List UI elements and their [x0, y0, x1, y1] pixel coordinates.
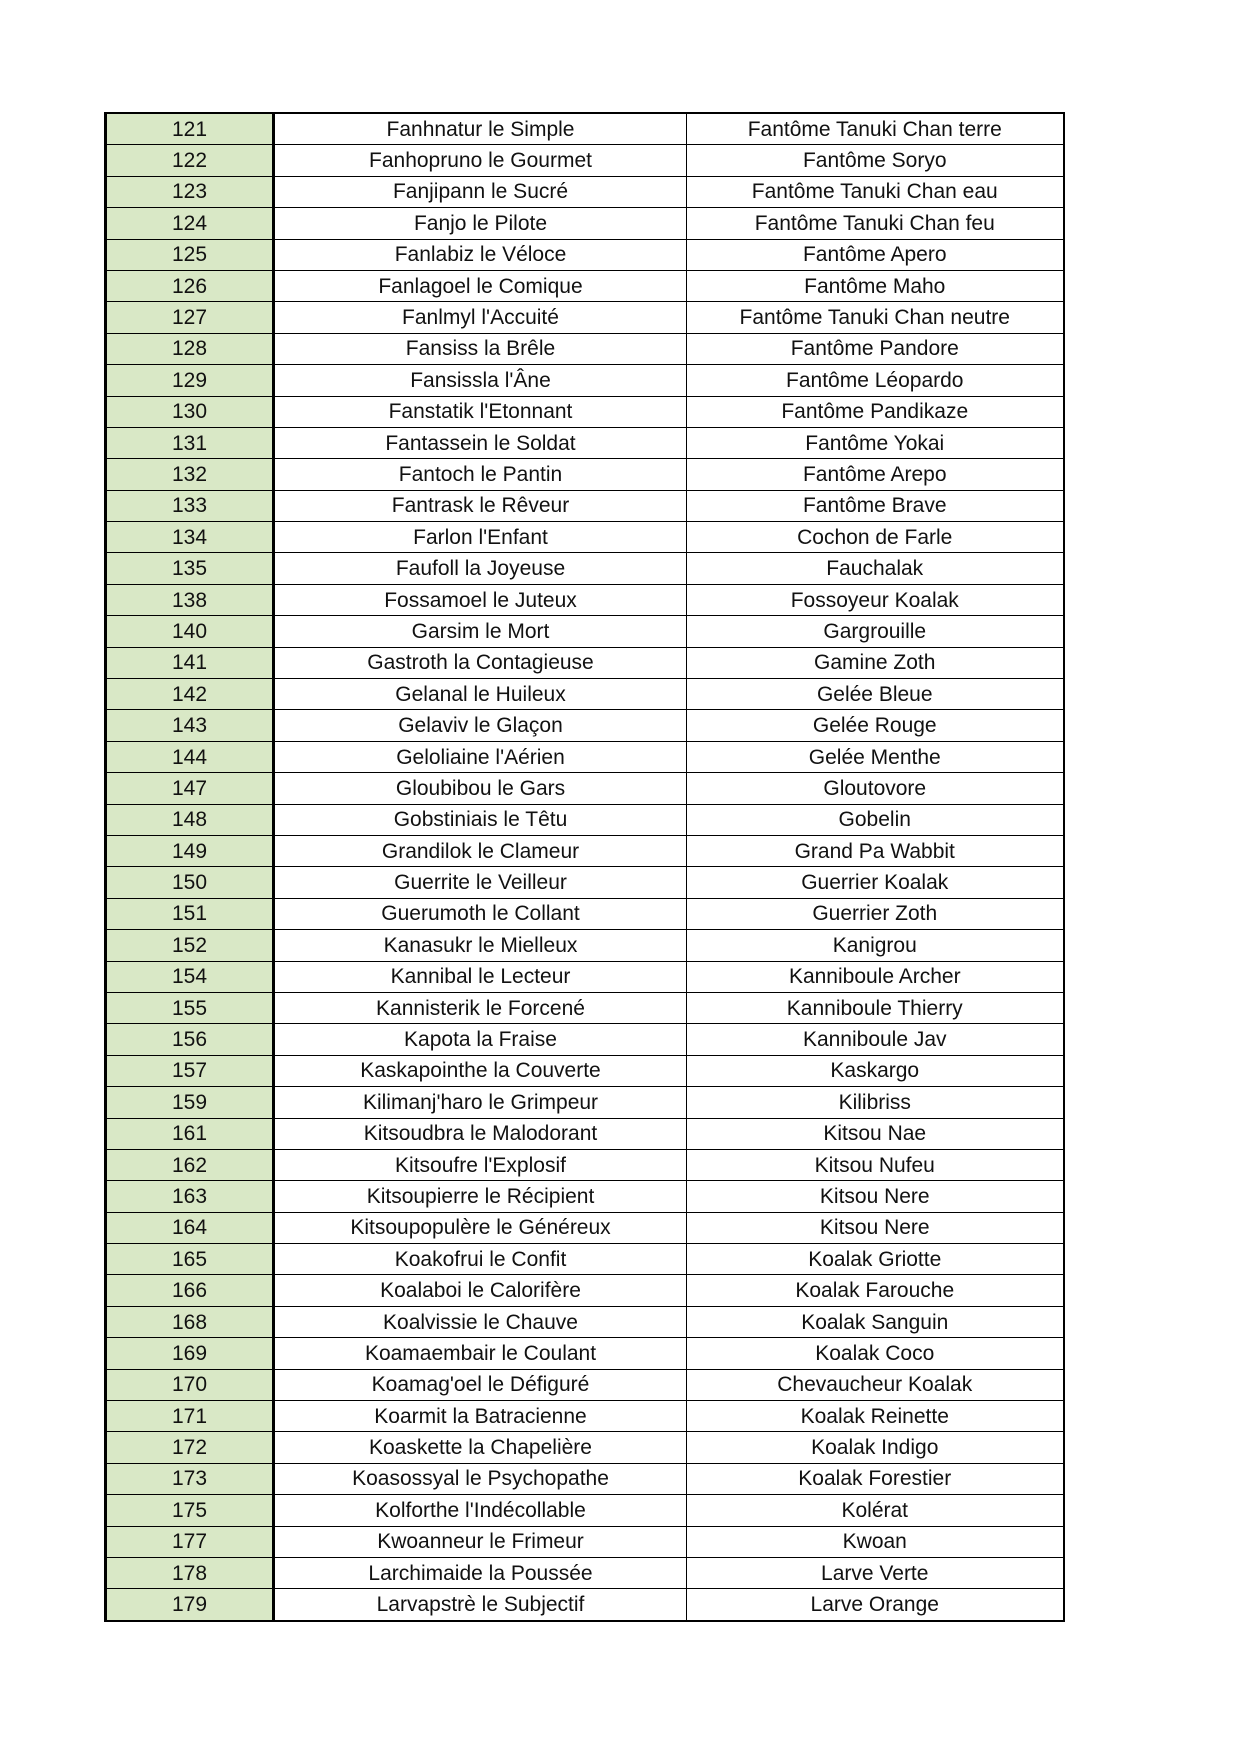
archmonster-name-cell: Kapota la Fraise: [274, 1024, 687, 1055]
archmonster-name-cell: Kannisterik le Forcené: [274, 992, 687, 1023]
row-id-cell: 130: [106, 396, 274, 427]
row-id-cell: 133: [106, 490, 274, 521]
row-id-cell: 178: [106, 1557, 274, 1588]
monster-name-cell: Kilibriss: [687, 1087, 1064, 1118]
table-row: [106, 1369, 1064, 1400]
table-row: [106, 145, 1064, 176]
row-id-cell: 168: [106, 1306, 274, 1337]
archmonster-name-cell: Gelanal le Huileux: [274, 679, 687, 710]
row-id-cell: 152: [106, 930, 274, 961]
row-id-cell: 121: [106, 113, 274, 145]
monster-name-cell: Fantôme Tanuki Chan feu: [687, 208, 1064, 239]
archmonster-name-cell: Koalvissie le Chauve: [274, 1306, 687, 1337]
table-row: [106, 396, 1064, 427]
archmonster-name-cell: Guerumoth le Collant: [274, 898, 687, 929]
row-id-cell: 127: [106, 302, 274, 333]
row-id-cell: 125: [106, 239, 274, 270]
archmonster-name-cell: Fanlabiz le Véloce: [274, 239, 687, 270]
archmonster-name-cell: Gobstiniais le Têtu: [274, 804, 687, 835]
monster-name-cell: Cochon de Farle: [687, 522, 1064, 553]
archmonster-name-cell: Farlon l'Enfant: [274, 522, 687, 553]
archmonster-name-cell: Koamaembair le Coulant: [274, 1338, 687, 1369]
monster-name-cell: Larve Orange: [687, 1589, 1064, 1621]
row-id-cell: 141: [106, 647, 274, 678]
monster-name-cell: Gelée Menthe: [687, 741, 1064, 772]
archmonster-name-cell: Koalaboi le Calorifère: [274, 1275, 687, 1306]
archmonster-name-cell: Faufoll la Joyeuse: [274, 553, 687, 584]
monster-name-cell: Kitsou Nae: [687, 1118, 1064, 1149]
archmonster-name-cell: Koasossyal le Psychopathe: [274, 1463, 687, 1494]
table-row: [106, 1401, 1064, 1432]
archmonster-name-cell: Fantoch le Pantin: [274, 459, 687, 490]
row-id-cell: 157: [106, 1055, 274, 1086]
row-id-cell: 169: [106, 1338, 274, 1369]
row-id-cell: 173: [106, 1463, 274, 1494]
table-row: [106, 1306, 1064, 1337]
table-row: [106, 616, 1064, 647]
row-id-cell: 156: [106, 1024, 274, 1055]
monster-name-cell: Fossoyeur Koalak: [687, 584, 1064, 615]
archmonster-name-cell: Gloubibou le Gars: [274, 773, 687, 804]
monster-name-cell: Fantôme Yokai: [687, 427, 1064, 458]
table-row: [106, 239, 1064, 270]
table-row: [106, 553, 1064, 584]
monster-name-cell: Larve Verte: [687, 1557, 1064, 1588]
archmonster-name-cell: Fanjipann le Sucré: [274, 176, 687, 207]
archmonster-name-cell: Kwoanneur le Frimeur: [274, 1526, 687, 1557]
monster-name-cell: Koalak Coco: [687, 1338, 1064, 1369]
monster-name-cell: Gobelin: [687, 804, 1064, 835]
archmonster-name-cell: Koarmit la Batracienne: [274, 1401, 687, 1432]
archmonster-name-cell: Kitsoudbra le Malodorant: [274, 1118, 687, 1149]
row-id-cell: 164: [106, 1212, 274, 1243]
row-id-cell: 126: [106, 270, 274, 301]
row-id-cell: 150: [106, 867, 274, 898]
monster-name-cell: Fantôme Arepo: [687, 459, 1064, 490]
table-row: [106, 1589, 1064, 1621]
monster-name-cell: Fauchalak: [687, 553, 1064, 584]
table-row: [106, 208, 1064, 239]
table-row: [106, 835, 1064, 866]
table-row: [106, 1557, 1064, 1588]
row-id-cell: 124: [106, 208, 274, 239]
table-row: [106, 427, 1064, 458]
row-id-cell: 172: [106, 1432, 274, 1463]
archmonster-name-cell: Gelaviv le Glaçon: [274, 710, 687, 741]
row-id-cell: 179: [106, 1589, 274, 1621]
monster-name-cell: Fantôme Pandore: [687, 333, 1064, 364]
monster-name-cell: Gelée Rouge: [687, 710, 1064, 741]
archmonster-name-cell: Koakofrui le Confit: [274, 1244, 687, 1275]
monster-name-cell: Fantôme Tanuki Chan neutre: [687, 302, 1064, 333]
archmonster-name-cell: Fansiss la Brêle: [274, 333, 687, 364]
table-row: [106, 1244, 1064, 1275]
row-id-cell: 171: [106, 1401, 274, 1432]
table-row: [106, 270, 1064, 301]
monster-name-cell: Gamine Zoth: [687, 647, 1064, 678]
row-id-cell: 123: [106, 176, 274, 207]
table-row: [106, 113, 1064, 145]
monster-name-cell: Guerrier Koalak: [687, 867, 1064, 898]
monster-name-cell: Kitsou Nufeu: [687, 1149, 1064, 1180]
row-id-cell: 129: [106, 365, 274, 396]
table-row: [106, 1024, 1064, 1055]
row-id-cell: 177: [106, 1526, 274, 1557]
table-row: [106, 333, 1064, 364]
monster-name-cell: Koalak Farouche: [687, 1275, 1064, 1306]
monster-name-cell: Fantôme Pandikaze: [687, 396, 1064, 427]
table-row: [106, 773, 1064, 804]
archmonster-name-cell: Kanasukr le Mielleux: [274, 930, 687, 961]
archmonster-name-cell: Fantassein le Soldat: [274, 427, 687, 458]
table-row: [106, 1526, 1064, 1557]
row-id-cell: 135: [106, 553, 274, 584]
archmonster-name-cell: Fantrask le Rêveur: [274, 490, 687, 521]
table-row: [106, 992, 1064, 1023]
monster-name-cell: Kitsou Nere: [687, 1212, 1064, 1243]
row-id-cell: 143: [106, 710, 274, 741]
archmonster-name-cell: Guerrite le Veilleur: [274, 867, 687, 898]
monster-name-cell: Fantôme Tanuki Chan eau: [687, 176, 1064, 207]
row-id-cell: 142: [106, 679, 274, 710]
archmonster-name-cell: Kitsoupierre le Récipient: [274, 1181, 687, 1212]
archmonster-name-cell: Koaskette la Chapelière: [274, 1432, 687, 1463]
archmonster-name-cell: Kannibal le Lecteur: [274, 961, 687, 992]
row-id-cell: 161: [106, 1118, 274, 1149]
archmonster-name-cell: Kitsoupopulère le Généreux: [274, 1212, 687, 1243]
table-row: [106, 1087, 1064, 1118]
row-id-cell: 170: [106, 1369, 274, 1400]
table-row: [106, 490, 1064, 521]
monster-name-cell: Fantôme Léopardo: [687, 365, 1064, 396]
row-id-cell: 122: [106, 145, 274, 176]
archmonster-name-cell: Fanjo le Pilote: [274, 208, 687, 239]
archmonster-name-cell: Grandilok le Clameur: [274, 835, 687, 866]
monster-name-cell: Kanniboule Archer: [687, 961, 1064, 992]
row-id-cell: 131: [106, 427, 274, 458]
table-row: [106, 522, 1064, 553]
monster-name-cell: Grand Pa Wabbit: [687, 835, 1064, 866]
table-row: [106, 1118, 1064, 1149]
row-id-cell: 148: [106, 804, 274, 835]
table-row: [106, 679, 1064, 710]
archmonster-name-cell: Gastroth la Contagieuse: [274, 647, 687, 678]
monster-name-cell: Kanigrou: [687, 930, 1064, 961]
table-row: [106, 710, 1064, 741]
monster-name-cell: Gloutovore: [687, 773, 1064, 804]
monster-name-cell: Koalak Indigo: [687, 1432, 1064, 1463]
monster-name-cell: Fantôme Soryo: [687, 145, 1064, 176]
monster-name-cell: Guerrier Zoth: [687, 898, 1064, 929]
archmonster-name-cell: Koamag'oel le Défiguré: [274, 1369, 687, 1400]
table-row: [106, 584, 1064, 615]
archmonster-name-cell: Kaskapointhe la Couverte: [274, 1055, 687, 1086]
table-row: [106, 176, 1064, 207]
row-id-cell: 147: [106, 773, 274, 804]
table-row: [106, 961, 1064, 992]
archmonster-name-cell: Fanhopruno le Gourmet: [274, 145, 687, 176]
archmonster-name-cell: Geloliaine l'Aérien: [274, 741, 687, 772]
archmonster-name-cell: Kitsoufre l'Explosif: [274, 1149, 687, 1180]
table-row: [106, 365, 1064, 396]
monster-name-cell: Kitsou Nere: [687, 1181, 1064, 1212]
table-row: [106, 1149, 1064, 1180]
table-row: [106, 741, 1064, 772]
row-id-cell: 138: [106, 584, 274, 615]
monster-name-cell: Koalak Sanguin: [687, 1306, 1064, 1337]
table-row: [106, 1212, 1064, 1243]
table-row: [106, 930, 1064, 961]
table-row: [106, 1055, 1064, 1086]
monster-name-cell: Kanniboule Thierry: [687, 992, 1064, 1023]
table-row: [106, 898, 1064, 929]
row-id-cell: 151: [106, 898, 274, 929]
row-id-cell: 166: [106, 1275, 274, 1306]
monster-name-cell: Koalak Reinette: [687, 1401, 1064, 1432]
table-row: [106, 302, 1064, 333]
monster-name-cell: Fantôme Apero: [687, 239, 1064, 270]
spreadsheet-page: [104, 112, 1062, 1622]
row-id-cell: 132: [106, 459, 274, 490]
archmonster-table: [104, 112, 1065, 1622]
row-id-cell: 163: [106, 1181, 274, 1212]
row-id-cell: 155: [106, 992, 274, 1023]
row-id-cell: 128: [106, 333, 274, 364]
archmonster-name-cell: Garsim le Mort: [274, 616, 687, 647]
monster-name-cell: Fantôme Maho: [687, 270, 1064, 301]
archmonster-name-cell: Kolforthe l'Indécollable: [274, 1495, 687, 1526]
row-id-cell: 154: [106, 961, 274, 992]
archmonster-name-cell: Fanlmyl l'Accuité: [274, 302, 687, 333]
row-id-cell: 144: [106, 741, 274, 772]
row-id-cell: 159: [106, 1087, 274, 1118]
table-row: [106, 1495, 1064, 1526]
row-id-cell: 134: [106, 522, 274, 553]
table-row: [106, 459, 1064, 490]
table-row: [106, 1275, 1064, 1306]
monster-name-cell: Koalak Griotte: [687, 1244, 1064, 1275]
archmonster-name-cell: Fossamoel le Juteux: [274, 584, 687, 615]
table-row: [106, 1181, 1064, 1212]
monster-name-cell: Kanniboule Jav: [687, 1024, 1064, 1055]
archmonster-name-cell: Kilimanj'haro le Grimpeur: [274, 1087, 687, 1118]
row-id-cell: 162: [106, 1149, 274, 1180]
monster-name-cell: Kwoan: [687, 1526, 1064, 1557]
table-row: [106, 1463, 1064, 1494]
archmonster-name-cell: Fanlagoel le Comique: [274, 270, 687, 301]
monster-name-cell: Kolérat: [687, 1495, 1064, 1526]
row-id-cell: 165: [106, 1244, 274, 1275]
monster-name-cell: Gelée Bleue: [687, 679, 1064, 710]
row-id-cell: 149: [106, 835, 274, 866]
archmonster-name-cell: Larvapstrè le Subjectif: [274, 1589, 687, 1621]
table-row: [106, 1338, 1064, 1369]
table-row: [106, 647, 1064, 678]
archmonster-name-cell: Fanhnatur le Simple: [274, 113, 687, 145]
monster-name-cell: Fantôme Tanuki Chan terre: [687, 113, 1064, 145]
row-id-cell: 140: [106, 616, 274, 647]
monster-name-cell: Chevaucheur Koalak: [687, 1369, 1064, 1400]
monster-name-cell: Kaskargo: [687, 1055, 1064, 1086]
table-body: [106, 113, 1064, 1621]
table-row: [106, 1432, 1064, 1463]
monster-name-cell: Fantôme Brave: [687, 490, 1064, 521]
archmonster-name-cell: Larchimaide la Poussée: [274, 1557, 687, 1588]
row-id-cell: 175: [106, 1495, 274, 1526]
archmonster-name-cell: Fanstatik l'Etonnant: [274, 396, 687, 427]
monster-name-cell: Gargrouille: [687, 616, 1064, 647]
table-row: [106, 804, 1064, 835]
table-row: [106, 867, 1064, 898]
monster-name-cell: Koalak Forestier: [687, 1463, 1064, 1494]
archmonster-name-cell: Fansissla l'Âne: [274, 365, 687, 396]
